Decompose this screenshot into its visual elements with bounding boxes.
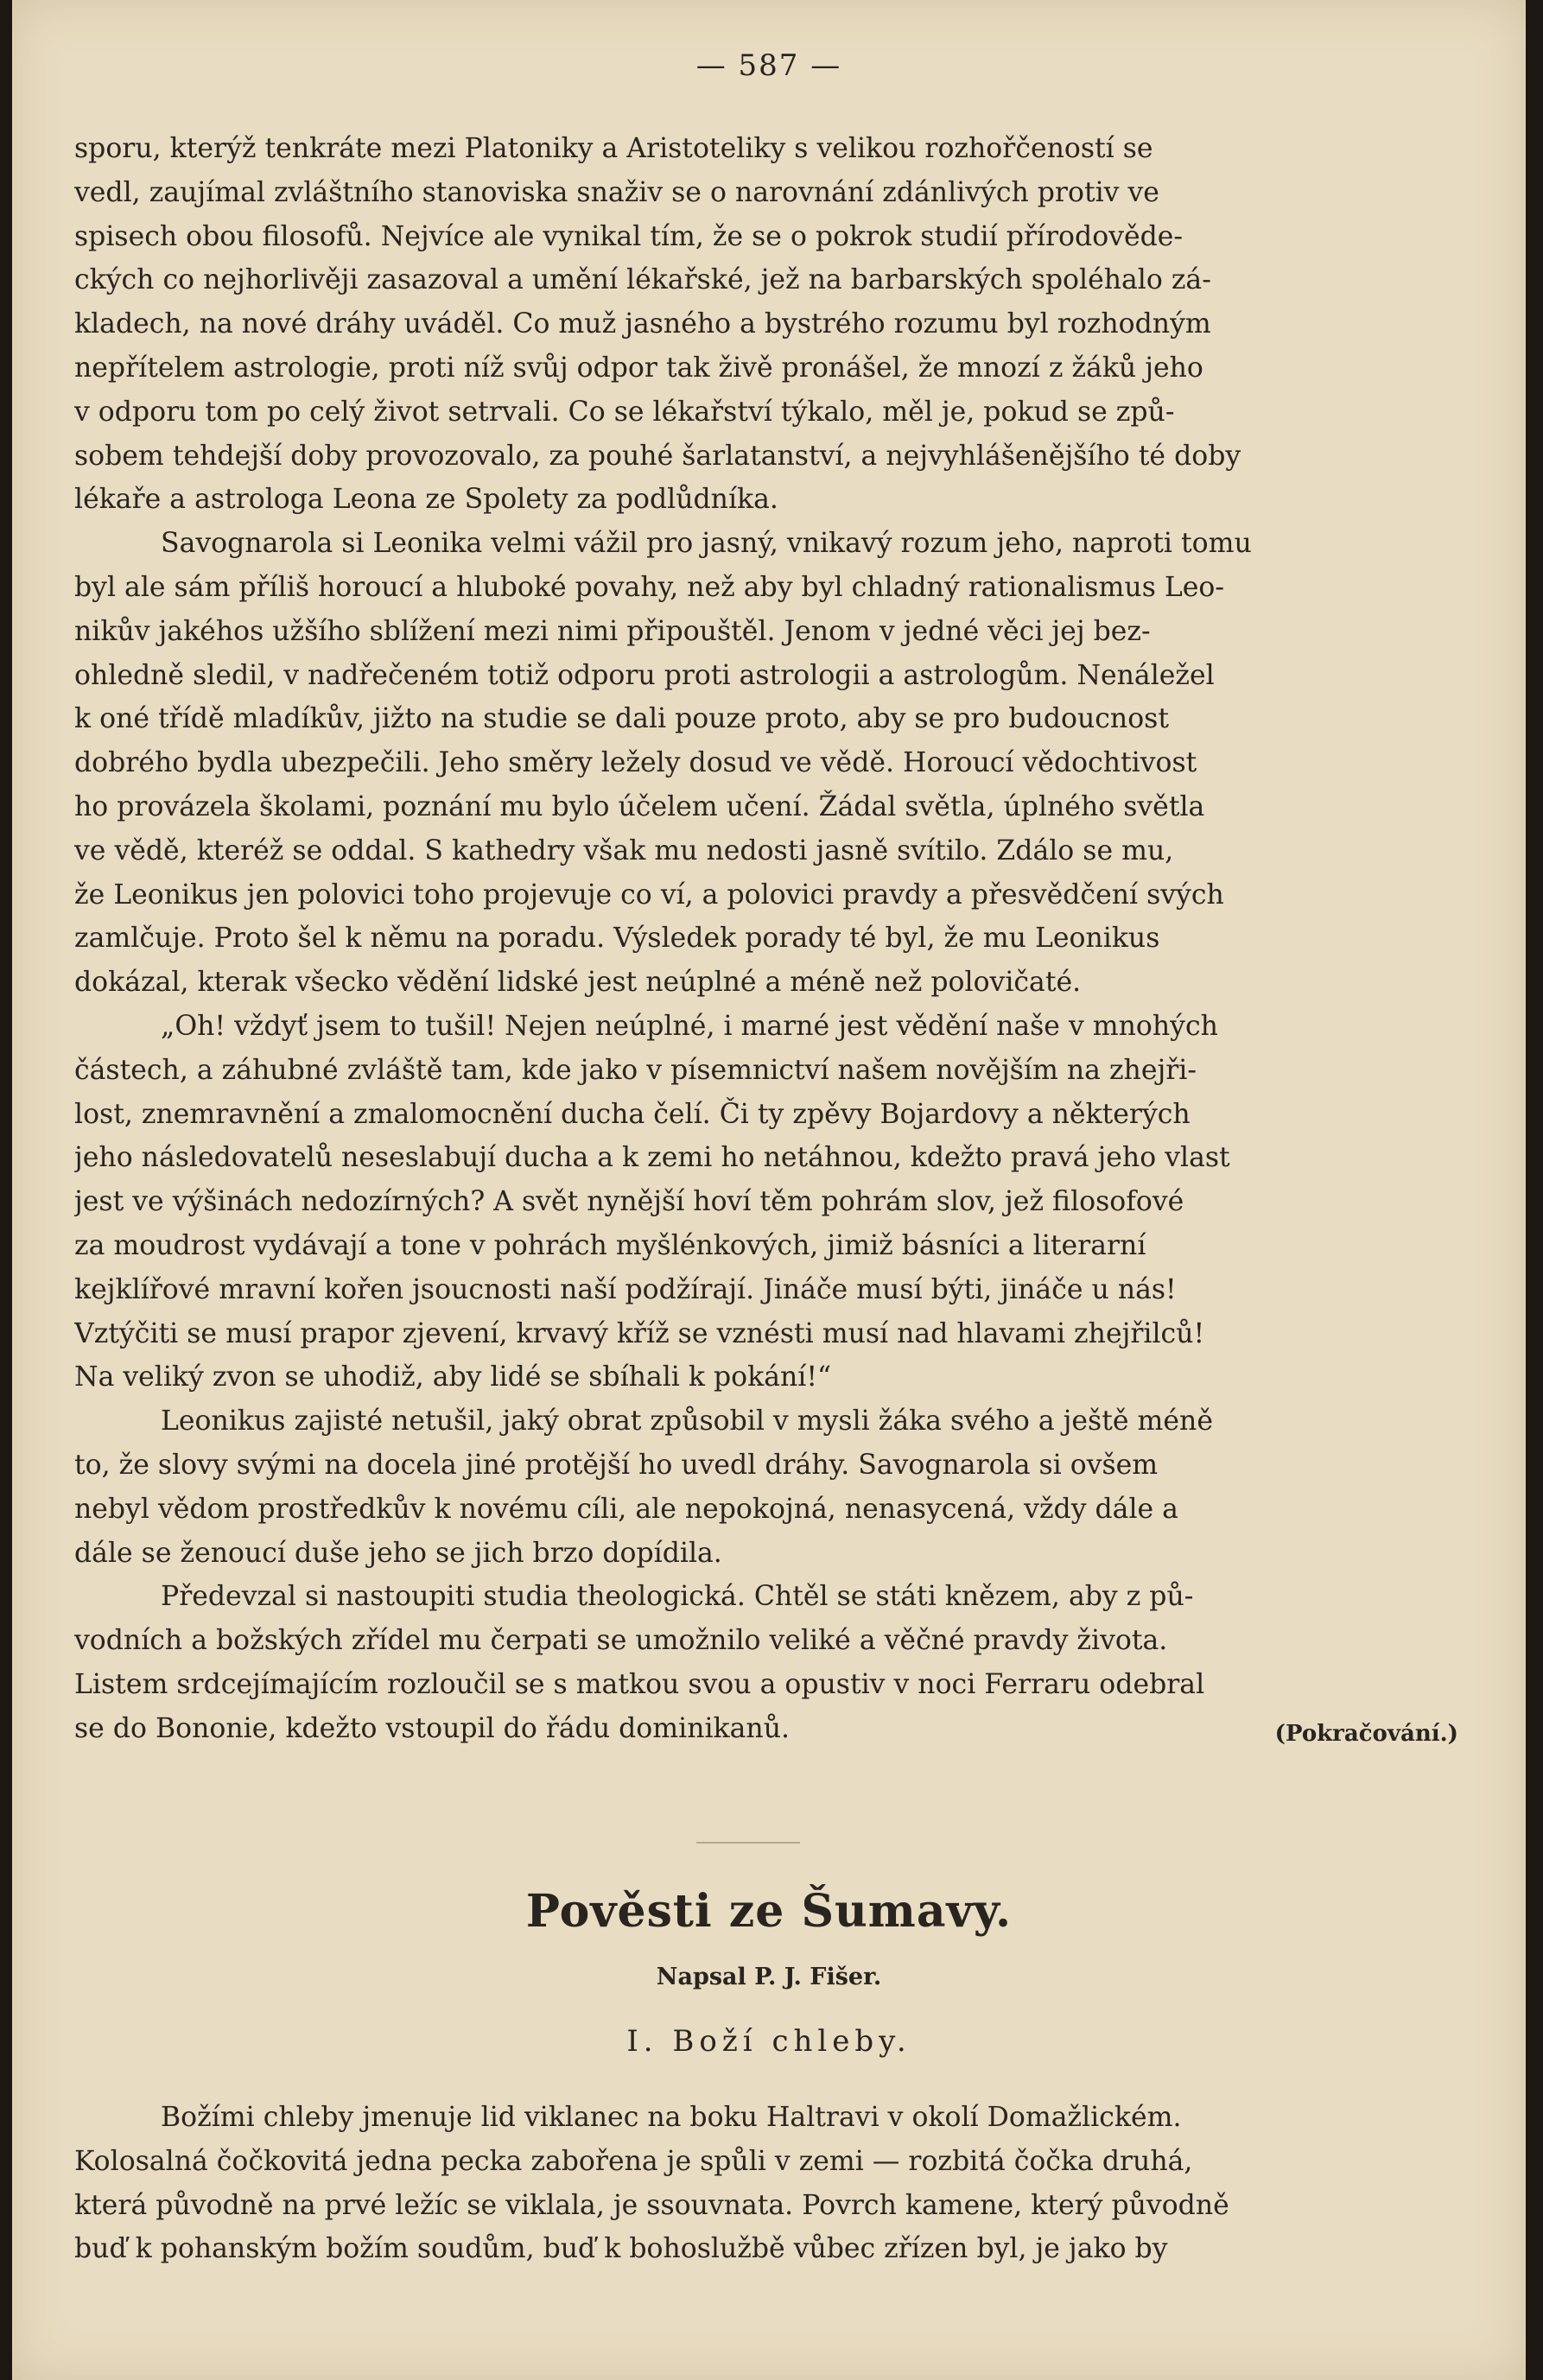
continuation-note: (Pokračování.) [1274,1720,1458,1747]
text-line: lékaře a astrologa Leona ze Spolety za podlůdníka. [74,484,778,516]
article-title: Pověsti ze Šumavy. [525,1885,1013,1938]
text-line: jest ve výšinách nedozírných? A svět nynější hoví těm pohrám slov, jež filosofové [74,1186,1184,1218]
text-line: dále se ženoucí duše jeho se jich brzo dopídila. [74,1537,722,1569]
text-line: vodních a božských zřídel mu čerpati se umožnilo veliké a věčné pravdy života. [74,1625,1168,1657]
text-line: ohledně sledil, v nadřečeném totiž odporu proti astrologii a astrologům. Nenáležel [74,659,1215,691]
text-line: se do Bononie, kdežto vstoupil do řádu dominikanů. [74,1712,791,1744]
text-line: lost, znemravnění a zmalomocnění ducha čelí. Či ty zpěvy Bojardovy a některých [74,1098,1191,1130]
text-line: dobrého bydla ubezpečili. Jeho směry ležely dosud ve vědě. Horoucí vědochtivost [74,747,1197,779]
text-line: buď k pohanským božím soudům, buď k bohoslužbě vůbec zřízen byl, je jako by [74,2233,1168,2265]
final-line [74,1707,1458,1751]
text-line: „Oh! vždyť jsem to tušil! Nejen neúplné, i marné jest vědění naše v mnohých [161,1010,1218,1042]
text-line: vedl, zaujímal zvláštního stanoviska snaživ se o narovnání zdánlivých protiv ve [74,176,1159,208]
text-line: Leonikus zajisté netušil, jaký obrat způsobil v mysli žáka svého a ještě méně [161,1406,1213,1438]
text-line: byl ale sám příliš horoucí a hluboké povahy, než aby byl chladný rationalismus Leo- [74,571,1225,603]
text-line: k oné třídě mladíkův, jižto na studie se dali pouze proto, aby se pro budoucnost [74,703,1169,735]
section-divider [696,1842,800,1844]
text-line: Božími chleby jmenuje lid viklanec na boku Haltravi v okolí Domažlickém. [161,2102,1182,2133]
text-line: kladech, na nové dráhy uváděl. Co muž jasného a bystrého rozumu byl rozhodným [74,308,1211,340]
text-line: Savognarola si Leonika velmi vážil pro jasný, vnikavý rozum jeho, naproti tomu [161,528,1252,560]
page [12,0,1526,2380]
text-line: částech, a záhubné zvláště tam, kde jako v písemnictví našem novějším na zhejři- [74,1054,1197,1086]
text-line: zamlčuje. Proto šel k němu na poradu. Výsledek porady té byl, že mu Leonikus [74,923,1160,955]
section-heading: I. Boží chleby. [626,2024,911,2059]
text-line: nepřítelem astrologie, proti níž svůj odpor tak živě pronášel, že mnozí z žáků jeho [74,352,1203,384]
main-text [74,127,1458,1750]
text-line: Kolosalná čočkovitá jedna pecka zabořena je spůli v zemi — rozbitá čočka druhá, [74,2145,1193,2177]
text-line: ve vědě, kteréž se oddal. S kathedry však mu nedosti jasně svítilo. Zdálo se mu, [74,835,1174,866]
text-line: spisech obou filosofů. Nejvíce ale vynikal tím, že se o pokrok studií přírodověde- [74,220,1184,252]
text-line: v odporu tom po celý život setrvali. Co se lékařství týkalo, měl je, pokud se způ- [74,396,1175,428]
text-line: jeho následovatelů neseslabují ducha a k zemi ho netáhnou, kdežto pravá jeho vlast [74,1142,1230,1174]
article-text [74,2096,1458,2271]
text-line: Předevzal si nastoupiti studia theologická. Chtěl se státi knězem, aby z pů- [161,1581,1194,1613]
text-line: sobem tehdejší doby provozovalo, za pouhé šarlatanství, a nejvyhlášenějšího té doby [74,440,1241,472]
page-number: — 587 — [695,48,842,83]
text-line: Vztýčiti se musí prapor zjevení, krvavý kříž se vznésti musí nad hlavami zhejřilců! [74,1317,1205,1349]
text-line: dokázal, kterak všecko vědění lidské jest neúplné a méně než polovičaté. [74,967,1082,999]
text-line: to, že slovy svými na docela jiné protější ho uvedl dráhy. Savognarola si ovšem [74,1449,1159,1481]
text-line: ho provázela školami, poznání mu bylo účelem učení. Žádal světla, úplného světla [74,790,1205,822]
text-line: kejklířové mravní kořen jsoucnosti naší podžírají. Jináče musí býti, jináče u nás! [74,1273,1177,1305]
text-line: Na veliký zvon se uhodiž, aby lidé se sbíhali k pokání!“ [74,1361,832,1393]
article-byline: Napsal P. J. Fišer. [656,1964,882,1990]
text-line: Listem srdcejímajícím rozloučil se s matkou svou a opustiv v noci Ferraru odebral [74,1668,1205,1700]
text-line: nikův jakéhos užšího sblížení mezi nimi připouštěl. Jenom v jedné věci jej bez- [74,615,1151,647]
text-line: sporu, kterýž tenkráte mezi Platoniky a Aristoteliky s velikou rozhořčeností se [74,133,1153,164]
text-line: že Leonikus jen polovici toho projevuje co ví, a polovici pravdy a přesvědčení svých [74,879,1224,911]
text-line: za moudrost vydávají a tone v pohrách myšlénkových, jimiž básníci a literarní [74,1229,1146,1261]
text-line: nebyl vědom prostředkův k novému cíli, ale nepokojná, nenasycená, vždy dále a [74,1493,1178,1525]
text-line: ckých co nejhorlivěji zasazoval a umění lékařské, jež na barbarských spoléhalo zá- [74,264,1211,296]
text-line: která původně na prvé ležíc se viklala, je ssouvnata. Povrch kamene, který původně [74,2189,1229,2221]
